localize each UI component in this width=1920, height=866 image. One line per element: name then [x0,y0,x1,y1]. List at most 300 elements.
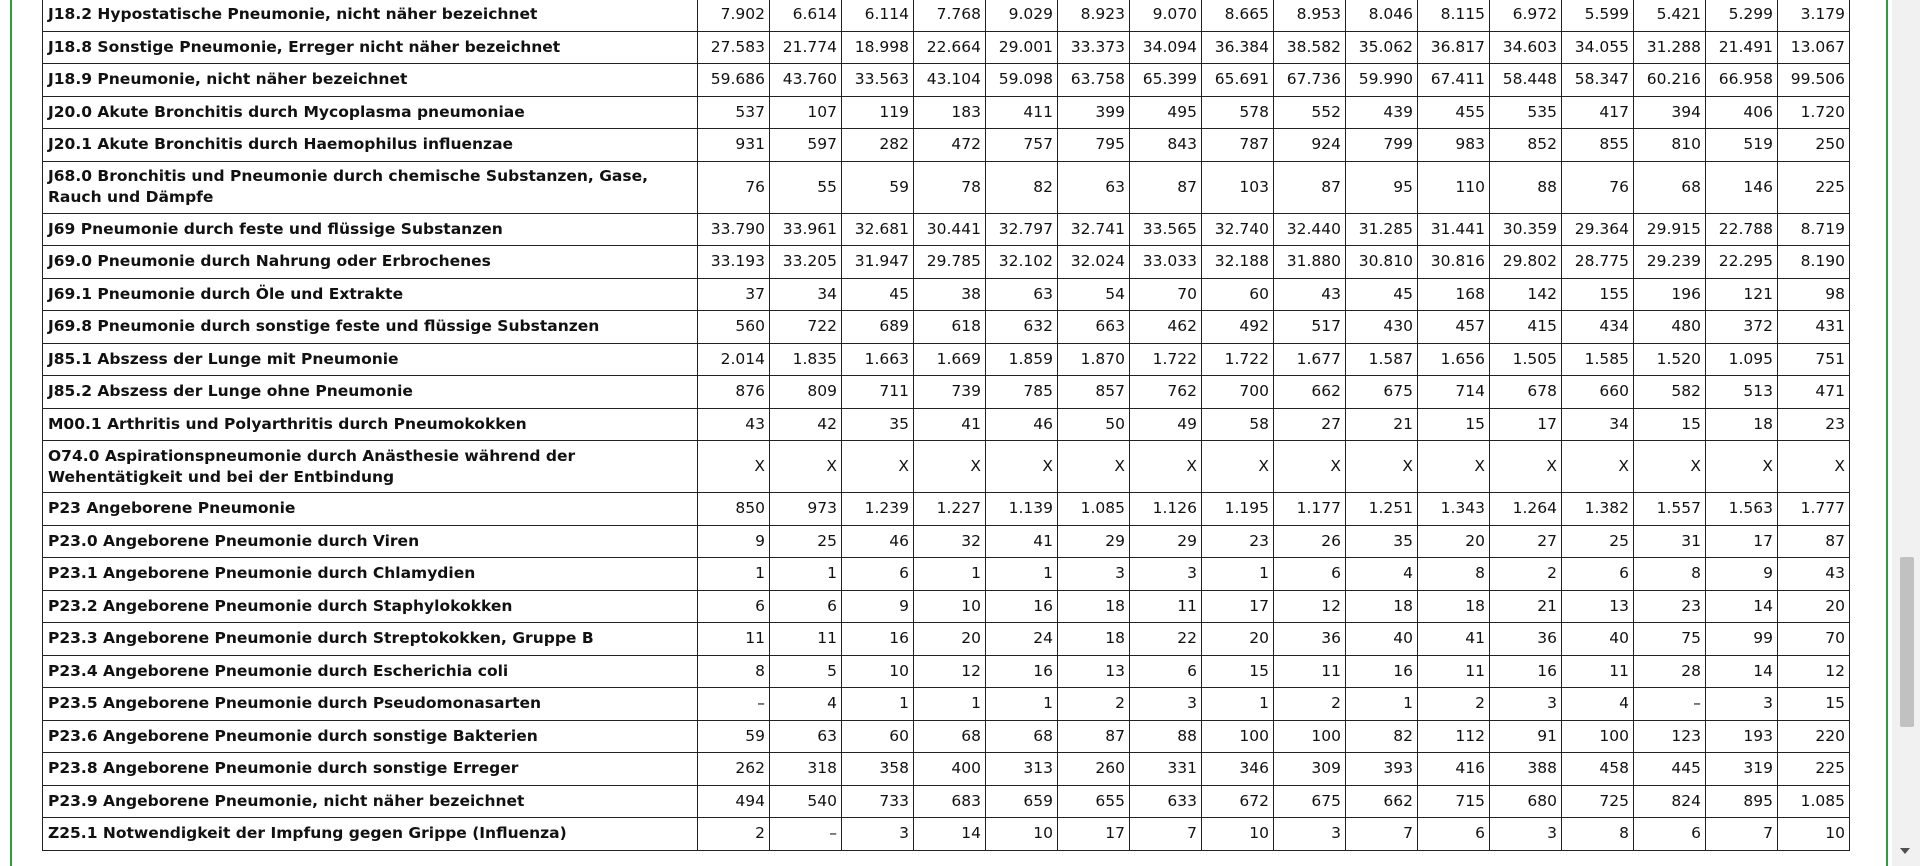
table-cell: 112 [1418,720,1490,753]
table-cell: 1.585 [1562,343,1634,376]
table-cell: 40 [1346,623,1418,656]
table-cell: 32 [914,525,986,558]
row-label: J85.1 Abszess der Lunge mit Pneumonie [43,343,698,376]
table-cell: 519 [1706,129,1778,162]
table-cell: 480 [1634,311,1706,344]
table-cell: X [1346,441,1418,493]
table-cell: 36.817 [1418,31,1490,64]
table-cell: 7.768 [914,0,986,31]
table-row [43,525,1850,558]
table-cell: 7 [1346,818,1418,851]
table-cell: 517 [1274,311,1346,344]
table-cell: 16 [1346,655,1418,688]
table-cell: 394 [1634,96,1706,129]
table-cell: 9.070 [1130,0,1202,31]
table-cell: 78 [914,161,986,213]
table-cell: 142 [1490,278,1562,311]
table-cell: 17 [1058,818,1130,851]
table-cell: 59.098 [986,64,1058,97]
row-label: J18.9 Pneumonie, nicht näher bezeichnet [43,64,698,97]
table-cell: 372 [1706,311,1778,344]
table-cell: 660 [1562,376,1634,409]
table-cell: 711 [842,376,914,409]
row-label: P23.0 Angeborene Pneumonie durch Viren [43,525,698,558]
table-cell: 33.961 [770,213,842,246]
table-row [43,818,1850,851]
table-cell: 700 [1202,376,1274,409]
table-cell: 799 [1346,129,1418,162]
table-cell: 406 [1706,96,1778,129]
table-cell: 9 [842,590,914,623]
table-cell: 70 [1778,623,1850,656]
table-cell: 45 [1346,278,1418,311]
table-cell: 21.774 [770,31,842,64]
table-cell: 1.720 [1778,96,1850,129]
table-cell: 63 [1058,161,1130,213]
table-cell: – [698,688,770,721]
table-cell: 457 [1418,311,1490,344]
table-cell: 58 [1202,408,1274,441]
table-cell: 973 [770,493,842,526]
table-cell: 7 [1706,818,1778,851]
table-cell: X [1562,441,1634,493]
table-cell: 88 [1490,161,1562,213]
table-cell: 1 [914,558,986,591]
table-cell: 540 [770,785,842,818]
table-cell: 110 [1418,161,1490,213]
table-cell: 27.583 [698,31,770,64]
table-cell: 358 [842,753,914,786]
table-cell: 1.126 [1130,493,1202,526]
table-cell: 675 [1346,376,1418,409]
table-cell: 3 [1706,688,1778,721]
table-cell: 6 [842,558,914,591]
table-cell: 462 [1130,311,1202,344]
table-cell: 33.790 [698,213,770,246]
table-cell: 415 [1490,311,1562,344]
table-cell: 34 [770,278,842,311]
table-cell: 25 [1562,525,1634,558]
table-cell: 12 [1778,655,1850,688]
table-cell: 1.251 [1346,493,1418,526]
table-cell: 119 [842,96,914,129]
table-cell: 14 [1706,655,1778,688]
table-cell: 680 [1490,785,1562,818]
table-cell: 16 [1490,655,1562,688]
table-cell: 411 [986,96,1058,129]
table-cell: 35.062 [1346,31,1418,64]
table-cell: 8 [698,655,770,688]
table-cell: 18.998 [842,31,914,64]
table-cell: 2 [1490,558,1562,591]
table-cell: 733 [842,785,914,818]
table-cell: 13 [1058,655,1130,688]
table-cell: 11 [1418,655,1490,688]
table-cell: 23 [1778,408,1850,441]
table-cell: 22.664 [914,31,986,64]
table-cell: 1.563 [1706,493,1778,526]
statistics-table [42,0,1850,851]
table-cell: 2 [1418,688,1490,721]
table-cell: 1.557 [1634,493,1706,526]
table-cell: 67.411 [1418,64,1490,97]
table-row [43,493,1850,526]
table-cell: 220 [1778,720,1850,753]
table-cell: 38.582 [1274,31,1346,64]
table-cell: 35 [1346,525,1418,558]
table-cell: 155 [1562,278,1634,311]
table-cell: 33.205 [770,246,842,279]
table-cell: 60 [842,720,914,753]
table-cell: 6 [1418,818,1490,851]
table-cell: 319 [1706,753,1778,786]
scroll-down-arrow-icon[interactable] [1900,848,1910,854]
table-cell: 6 [1634,818,1706,851]
table-cell: 34.603 [1490,31,1562,64]
table-cell: 58.347 [1562,64,1634,97]
table-row [43,688,1850,721]
table-row [43,129,1850,162]
table-cell: 1 [842,688,914,721]
table-cell: 17 [1202,590,1274,623]
table-cell: 260 [1058,753,1130,786]
table-cell: 1.870 [1058,343,1130,376]
table-cell: 30.810 [1346,246,1418,279]
table-row [43,376,1850,409]
table-cell: 31 [1634,525,1706,558]
table-cell: 4 [770,688,842,721]
table-cell: 32.024 [1058,246,1130,279]
table-row [43,246,1850,279]
table-cell: 762 [1130,376,1202,409]
table-cell: 1.085 [1058,493,1130,526]
table-cell: 6 [770,590,842,623]
table-cell: 417 [1562,96,1634,129]
table-cell: 38 [914,278,986,311]
table-cell: 35 [842,408,914,441]
table-cell: 82 [1346,720,1418,753]
table-cell: 1.227 [914,493,986,526]
table-row [43,785,1850,818]
table-cell: 3 [1130,558,1202,591]
table-cell: 32.740 [1202,213,1274,246]
table-cell: 12 [1274,590,1346,623]
table-cell: 14 [914,818,986,851]
table-cell: 1.195 [1202,493,1274,526]
table-cell: 29 [1058,525,1130,558]
table-cell: 32.102 [986,246,1058,279]
table-cell: 809 [770,376,842,409]
table-cell: 33.563 [842,64,914,97]
table-cell: 32.440 [1274,213,1346,246]
table-cell: X [1418,441,1490,493]
row-label: P23.6 Angeborene Pneumonie durch sonstige Bakterien [43,720,698,753]
table-cell: 689 [842,311,914,344]
table-cell: 29.364 [1562,213,1634,246]
table-cell: 50 [1058,408,1130,441]
table-cell: 7.902 [698,0,770,31]
table-cell: 662 [1274,376,1346,409]
table-cell: 34.094 [1130,31,1202,64]
table-cell: 15 [1418,408,1490,441]
table-cell: 34.055 [1562,31,1634,64]
table-cell: 492 [1202,311,1274,344]
table-cell: 633 [1130,785,1202,818]
table-cell: 66.958 [1706,64,1778,97]
table-cell: 552 [1274,96,1346,129]
table-cell: 16 [842,623,914,656]
table-cell: 5.299 [1706,0,1778,31]
table-cell: 43 [1778,558,1850,591]
table-cell: 9 [698,525,770,558]
table-cell: 400 [914,753,986,786]
table-cell: 67.736 [1274,64,1346,97]
table-cell: 3 [1490,688,1562,721]
table-cell: 722 [770,311,842,344]
table-cell: 63.758 [1058,64,1130,97]
scrollbar-thumb[interactable] [1900,557,1914,727]
table-cell: X [1202,441,1274,493]
table-cell: 8.190 [1778,246,1850,279]
table-cell: 714 [1418,376,1490,409]
table-cell: 87 [1274,161,1346,213]
table-cell: 49 [1130,408,1202,441]
row-label: J69.1 Pneumonie durch Öle und Extrakte [43,278,698,311]
table-cell: 1.663 [842,343,914,376]
table-cell: 10 [914,590,986,623]
table-cell: 659 [986,785,1058,818]
table-cell: 983 [1418,129,1490,162]
table-cell: 18 [1706,408,1778,441]
table-row [43,31,1850,64]
table-cell: X [1058,441,1130,493]
table-cell: 313 [986,753,1058,786]
table-cell: X [914,441,986,493]
table-cell: 455 [1418,96,1490,129]
table-cell: 59 [698,720,770,753]
table-cell: 54 [1058,278,1130,311]
table-cell: 18 [1346,590,1418,623]
table-cell: 27 [1490,525,1562,558]
table-cell: 103 [1202,161,1274,213]
table-cell: 20 [1202,623,1274,656]
table-cell: 10 [1202,818,1274,851]
table-cell: 29.915 [1634,213,1706,246]
table-cell: 22.788 [1706,213,1778,246]
table-cell: 100 [1274,720,1346,753]
row-label: P23 Angeborene Pneumonie [43,493,698,526]
table-row [43,590,1850,623]
table-cell: 75 [1634,623,1706,656]
table-cell: 852 [1490,129,1562,162]
table-cell: 29.802 [1490,246,1562,279]
table-cell: 70 [1130,278,1202,311]
table-cell: 6 [1562,558,1634,591]
table-cell: 76 [698,161,770,213]
table-cell: 146 [1706,161,1778,213]
table-cell: 1.139 [986,493,1058,526]
table-cell: 434 [1562,311,1634,344]
table-cell: 9.029 [986,0,1058,31]
table-cell: 3 [1130,688,1202,721]
table-cell: 663 [1058,311,1130,344]
table-cell: 876 [698,376,770,409]
table-cell: 12 [914,655,986,688]
table-cell: 10 [986,818,1058,851]
table-cell: 8.046 [1346,0,1418,31]
row-label: J69.8 Pneumonie durch sonstige feste und flüssige Substanzen [43,311,698,344]
table-cell: 8 [1562,818,1634,851]
table-cell: 32.188 [1202,246,1274,279]
table-row [43,623,1850,656]
table-cell: 8.923 [1058,0,1130,31]
table-cell: 20 [1778,590,1850,623]
table-cell: 30.441 [914,213,986,246]
table-cell: 60.216 [1634,64,1706,97]
table-cell: 31.285 [1346,213,1418,246]
table-cell: 29.239 [1634,246,1706,279]
table-cell: X [1490,441,1562,493]
table-cell: 1.722 [1130,343,1202,376]
table-row [43,278,1850,311]
table-cell: 32.797 [986,213,1058,246]
table-cell: 22 [1130,623,1202,656]
table-cell: 439 [1346,96,1418,129]
row-label: J69 Pneumonie durch feste und flüssige Substanzen [43,213,698,246]
table-cell: 36 [1274,623,1346,656]
table-cell: 100 [1562,720,1634,753]
table-cell: 11 [698,623,770,656]
table-cell: 795 [1058,129,1130,162]
table-cell: 30.359 [1490,213,1562,246]
row-label: J18.2 Hypostatische Pneumonie, nicht näher bezeichnet [43,0,698,31]
row-label: P23.8 Angeborene Pneumonie durch sonstige Erreger [43,753,698,786]
table-cell: 21 [1346,408,1418,441]
table-cell: 3.179 [1778,0,1850,31]
table-row [43,720,1850,753]
table-cell: 31.947 [842,246,914,279]
table-cell: 33.373 [1058,31,1130,64]
table-cell: 2 [698,818,770,851]
table-cell: 393 [1346,753,1418,786]
table-cell: 1.520 [1634,343,1706,376]
table-cell: 22.295 [1706,246,1778,279]
row-label: J20.1 Akute Bronchitis durch Haemophilus influenzae [43,129,698,162]
table-cell: 87 [1778,525,1850,558]
table-cell: 225 [1778,753,1850,786]
table-cell: 11 [770,623,842,656]
table-cell: 1 [1346,688,1418,721]
table-cell: 582 [1634,376,1706,409]
table-cell: 8.665 [1202,0,1274,31]
table-cell: 87 [1058,720,1130,753]
table-cell: 95 [1346,161,1418,213]
table-cell: 82 [986,161,1058,213]
table-cell: 15 [1634,408,1706,441]
table-cell: 431 [1778,311,1850,344]
table-cell: 924 [1274,129,1346,162]
table-cell: 683 [914,785,986,818]
table-row [43,655,1850,688]
row-label: J68.0 Bronchitis und Pneumonie durch chemische Substanzen, Gase, Rauch und Dämpfe [43,161,698,213]
table-cell: 4 [1346,558,1418,591]
table-cell: X [1778,441,1850,493]
table-row [43,753,1850,786]
table-cell: 9 [1706,558,1778,591]
table-cell: 1.095 [1706,343,1778,376]
table-cell: 472 [914,129,986,162]
table-cell: 33.565 [1130,213,1202,246]
table-cell: 99 [1706,623,1778,656]
table-cell: 757 [986,129,1058,162]
table-cell: 16 [986,655,1058,688]
row-label: P23.4 Angeborene Pneumonie durch Escherichia coli [43,655,698,688]
table-cell: 46 [986,408,1058,441]
table-cell: 11 [1130,590,1202,623]
table-cell: 68 [914,720,986,753]
table-cell: 331 [1130,753,1202,786]
table-cell: 46 [842,525,914,558]
table-cell: 31.880 [1274,246,1346,279]
table-cell: 168 [1418,278,1490,311]
table-cell: 3 [842,818,914,851]
table-cell: 282 [842,129,914,162]
table-cell: 672 [1202,785,1274,818]
table-cell: 42 [770,408,842,441]
table-cell: 193 [1706,720,1778,753]
row-label: M00.1 Arthritis und Polyarthritis durch Pneumokokken [43,408,698,441]
table-cell: 43 [1274,278,1346,311]
table-cell: 1 [914,688,986,721]
table-cell: 43.104 [914,64,986,97]
table-cell: 20 [1418,525,1490,558]
table-cell: 1 [986,558,1058,591]
vertical-scrollbar[interactable] [1892,0,1920,866]
table-cell: 29.001 [986,31,1058,64]
table-cell: 10 [1778,818,1850,851]
table-cell: 388 [1490,753,1562,786]
table-cell: 225 [1778,161,1850,213]
table-cell: 1 [770,558,842,591]
table-cell: 15 [1202,655,1274,688]
table-cell: 34 [1562,408,1634,441]
table-cell: 1.264 [1490,493,1562,526]
table-cell: 4 [1562,688,1634,721]
table-cell: 11 [1562,655,1634,688]
table-cell: 5.421 [1634,0,1706,31]
table-cell: 725 [1562,785,1634,818]
table-cell: 41 [986,525,1058,558]
table-cell: 785 [986,376,1058,409]
table-cell: 107 [770,96,842,129]
table-cell: 3 [1490,818,1562,851]
table-cell: 68 [1634,161,1706,213]
table-cell: X [1634,441,1706,493]
table-cell: 318 [770,753,842,786]
table-cell: 36 [1490,623,1562,656]
table-cell: X [698,441,770,493]
row-label: P23.2 Angeborene Pneumonie durch Staphylokokken [43,590,698,623]
table-cell: 21 [1490,590,1562,623]
row-label: P23.1 Angeborene Pneumonie durch Chlamydien [43,558,698,591]
table-cell: 250 [1778,129,1850,162]
table-cell: 99.506 [1778,64,1850,97]
table-cell: 1.587 [1346,343,1418,376]
table-cell: 5.599 [1562,0,1634,31]
table-cell: 11 [1274,655,1346,688]
table-cell: 59.990 [1346,64,1418,97]
table-cell: 655 [1058,785,1130,818]
